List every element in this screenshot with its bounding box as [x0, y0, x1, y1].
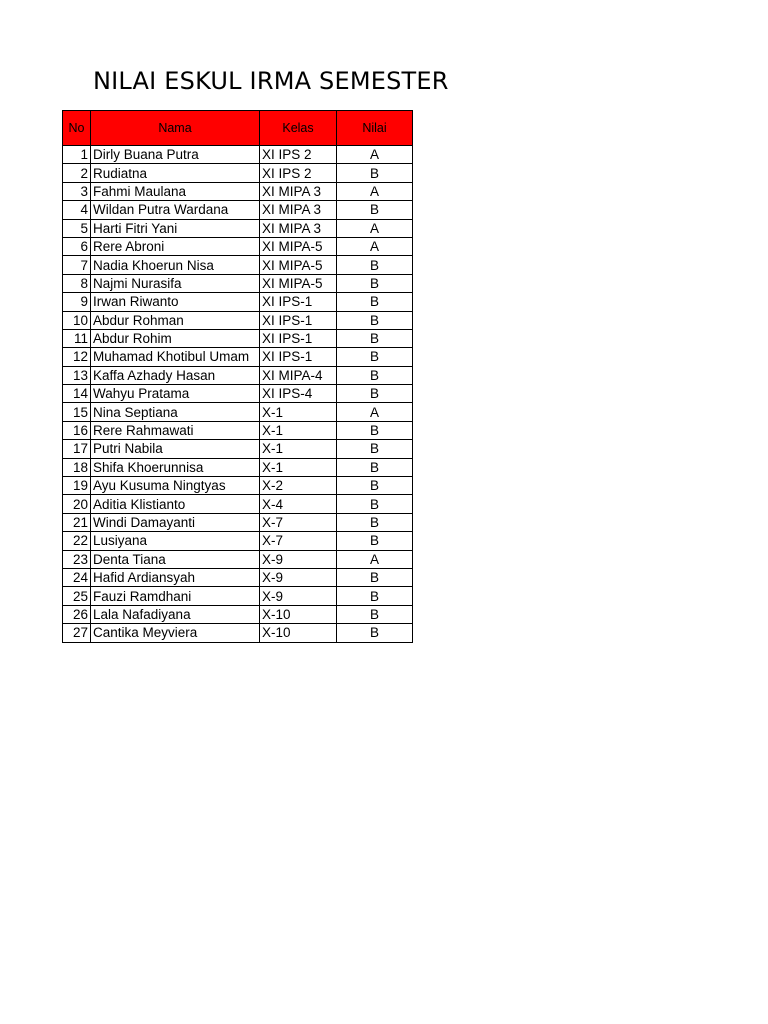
cell-nilai: A: [337, 146, 413, 164]
cell-kelas: XI IPS-4: [260, 385, 337, 403]
cell-no: 22: [63, 532, 91, 550]
cell-kelas: X-1: [260, 421, 337, 439]
cell-kelas: XI IPS-1: [260, 311, 337, 329]
cell-kelas: XI IPS 2: [260, 164, 337, 182]
cell-kelas: XI MIPA-5: [260, 256, 337, 274]
cell-kelas: X-7: [260, 532, 337, 550]
cell-no: 25: [63, 587, 91, 605]
cell-no: 4: [63, 201, 91, 219]
cell-nama: Abdur Rohim: [91, 329, 260, 347]
cell-nilai: B: [337, 256, 413, 274]
page-title: NILAI ESKUL IRMA SEMESTER: [93, 67, 449, 95]
cell-nilai: B: [337, 605, 413, 623]
cell-nilai: B: [337, 532, 413, 550]
cell-nama: Aditia Klistianto: [91, 495, 260, 513]
cell-kelas: XI IPS-1: [260, 293, 337, 311]
cell-nama: Abdur Rohman: [91, 311, 260, 329]
cell-nama: Nina Septiana: [91, 403, 260, 421]
table-row: [63, 219, 413, 237]
cell-kelas: X-4: [260, 495, 337, 513]
cell-kelas: XI IPS-1: [260, 329, 337, 347]
cell-kelas: XI MIPA 3: [260, 201, 337, 219]
table-row: [63, 568, 413, 586]
cell-nama: Muhamad Khotibul Umam: [91, 348, 260, 366]
cell-nama: Lusiyana: [91, 532, 260, 550]
cell-nilai: A: [337, 403, 413, 421]
cell-no: 10: [63, 311, 91, 329]
cell-kelas: X-9: [260, 587, 337, 605]
cell-nilai: B: [337, 311, 413, 329]
table-row: [63, 366, 413, 384]
cell-kelas: XI MIPA-5: [260, 274, 337, 292]
cell-no: 27: [63, 624, 91, 642]
cell-nama: Harti Fitri Yani: [91, 219, 260, 237]
cell-nilai: B: [337, 440, 413, 458]
cell-kelas: X-1: [260, 403, 337, 421]
cell-nilai: B: [337, 587, 413, 605]
cell-kelas: XI MIPA-5: [260, 237, 337, 255]
table-row: [63, 624, 413, 642]
cell-nilai: B: [337, 624, 413, 642]
cell-no: 2: [63, 164, 91, 182]
table-row: [63, 587, 413, 605]
cell-nilai: A: [337, 219, 413, 237]
cell-no: 21: [63, 513, 91, 531]
cell-nama: Dirly Buana Putra: [91, 146, 260, 164]
cell-nama: Fauzi Ramdhani: [91, 587, 260, 605]
cell-nama: Shifa Khoerunnisa: [91, 458, 260, 476]
table-row: [63, 201, 413, 219]
table-row: [63, 329, 413, 347]
cell-no: 12: [63, 348, 91, 366]
cell-no: 11: [63, 329, 91, 347]
table-header-row: [63, 111, 413, 146]
header-nilai: Nilai: [337, 111, 413, 146]
cell-nama: Rudiatna: [91, 164, 260, 182]
table-row: [63, 164, 413, 182]
cell-no: 15: [63, 403, 91, 421]
cell-nama: Wahyu Pratama: [91, 385, 260, 403]
table-row: [63, 348, 413, 366]
table-row: [63, 385, 413, 403]
cell-nama: Cantika Meyviera: [91, 624, 260, 642]
cell-kelas: XI MIPA-4: [260, 366, 337, 384]
table-row: [63, 495, 413, 513]
cell-kelas: X-10: [260, 624, 337, 642]
cell-nama: Denta Tiana: [91, 550, 260, 568]
cell-nama: Windi Damayanti: [91, 513, 260, 531]
cell-nilai: B: [337, 274, 413, 292]
cell-no: 24: [63, 568, 91, 586]
cell-nilai: B: [337, 458, 413, 476]
cell-nama: Hafid Ardiansyah: [91, 568, 260, 586]
cell-nama: Rere Rahmawati: [91, 421, 260, 439]
cell-no: 3: [63, 182, 91, 200]
cell-kelas: X-9: [260, 550, 337, 568]
cell-nama: Kaffa Azhady Hasan: [91, 366, 260, 384]
table-row: [63, 182, 413, 200]
cell-no: 6: [63, 237, 91, 255]
cell-no: 20: [63, 495, 91, 513]
cell-kelas: XI IPS 2: [260, 146, 337, 164]
table-row: [63, 256, 413, 274]
cell-no: 17: [63, 440, 91, 458]
cell-nilai: B: [337, 201, 413, 219]
cell-no: 13: [63, 366, 91, 384]
header-kelas: Kelas: [260, 111, 337, 146]
cell-no: 26: [63, 605, 91, 623]
cell-kelas: X-7: [260, 513, 337, 531]
cell-nilai: B: [337, 385, 413, 403]
cell-no: 9: [63, 293, 91, 311]
cell-kelas: XI MIPA 3: [260, 219, 337, 237]
header-nama: Nama: [91, 111, 260, 146]
cell-no: 18: [63, 458, 91, 476]
cell-no: 16: [63, 421, 91, 439]
cell-nilai: A: [337, 182, 413, 200]
cell-nilai: B: [337, 348, 413, 366]
cell-nama: Ayu Kusuma Ningtyas: [91, 477, 260, 495]
cell-nilai: A: [337, 237, 413, 255]
cell-nilai: B: [337, 421, 413, 439]
cell-no: 5: [63, 219, 91, 237]
cell-no: 19: [63, 477, 91, 495]
cell-nilai: A: [337, 550, 413, 568]
cell-kelas: X-9: [260, 568, 337, 586]
table-row: [63, 403, 413, 421]
cell-nama: Fahmi Maulana: [91, 182, 260, 200]
cell-no: 8: [63, 274, 91, 292]
cell-kelas: X-2: [260, 477, 337, 495]
header-no: No: [63, 111, 91, 146]
table-row: [63, 421, 413, 439]
table-row: [63, 146, 413, 164]
cell-nilai: B: [337, 513, 413, 531]
cell-nilai: B: [337, 293, 413, 311]
table-row: [63, 237, 413, 255]
cell-nama: Najmi Nurasifa: [91, 274, 260, 292]
cell-nilai: B: [337, 477, 413, 495]
cell-no: 23: [63, 550, 91, 568]
table-body: [63, 146, 413, 643]
cell-nilai: B: [337, 329, 413, 347]
cell-nilai: B: [337, 568, 413, 586]
cell-nama: Wildan Putra Wardana: [91, 201, 260, 219]
table-row: [63, 477, 413, 495]
cell-nilai: B: [337, 164, 413, 182]
table-row: [63, 532, 413, 550]
cell-kelas: XI MIPA 3: [260, 182, 337, 200]
table-row: [63, 513, 413, 531]
cell-nama: Lala Nafadiyana: [91, 605, 260, 623]
grades-table: [62, 110, 413, 643]
cell-no: 1: [63, 146, 91, 164]
cell-kelas: X-1: [260, 458, 337, 476]
cell-nilai: B: [337, 366, 413, 384]
cell-no: 7: [63, 256, 91, 274]
table-row: [63, 550, 413, 568]
table-row: [63, 605, 413, 623]
cell-nama: Rere Abroni: [91, 237, 260, 255]
table-row: [63, 458, 413, 476]
cell-nama: Putri Nabila: [91, 440, 260, 458]
table-row: [63, 274, 413, 292]
table-row: [63, 440, 413, 458]
table-row: [63, 293, 413, 311]
cell-nama: Nadia Khoerun Nisa: [91, 256, 260, 274]
cell-nilai: B: [337, 495, 413, 513]
table-row: [63, 311, 413, 329]
cell-nama: Irwan Riwanto: [91, 293, 260, 311]
cell-no: 14: [63, 385, 91, 403]
cell-kelas: X-1: [260, 440, 337, 458]
cell-kelas: X-10: [260, 605, 337, 623]
cell-kelas: XI IPS-1: [260, 348, 337, 366]
